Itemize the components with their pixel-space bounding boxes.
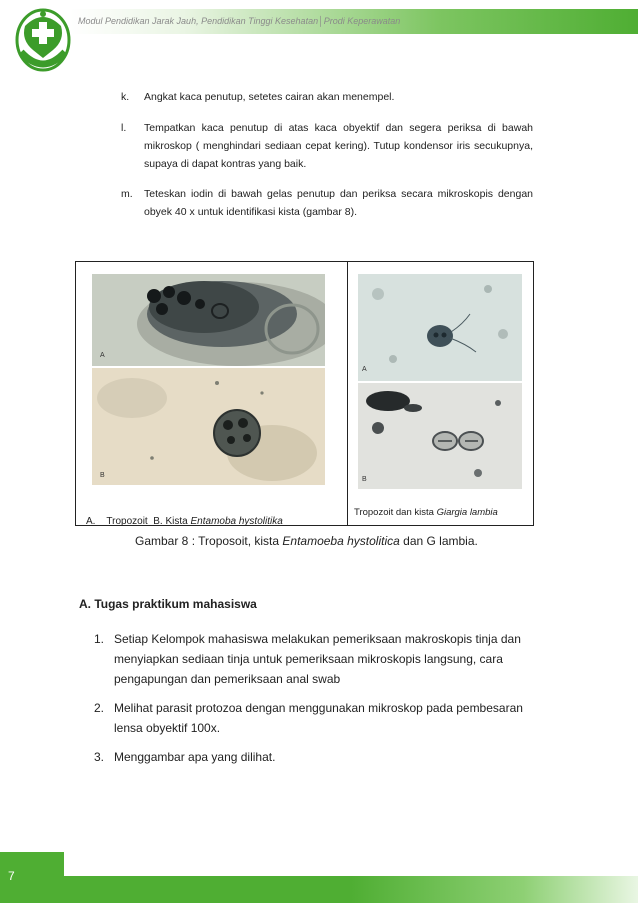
task-number: 3. bbox=[94, 750, 105, 764]
giardia-cyst-photo bbox=[358, 383, 522, 489]
entamoeba-trophozoite-photo bbox=[92, 274, 325, 366]
task-number: 1. bbox=[94, 632, 105, 646]
photo-label: A bbox=[100, 352, 105, 359]
step-letter: m. bbox=[121, 188, 133, 200]
figure-caption-entamoeba: A. Tropozoit B. Kista Entamoba hystolitika bbox=[86, 516, 283, 527]
photo-label: B bbox=[100, 472, 105, 479]
entamoeba-cyst-photo bbox=[92, 368, 325, 485]
photo-label: B bbox=[362, 476, 367, 483]
step-k bbox=[121, 88, 533, 106]
step-text: Angkat kaca penutup, setetes cairan akan menempel. bbox=[144, 91, 395, 103]
task-item bbox=[94, 747, 540, 767]
task-text: Setiap Kelompok mahasiswa melakukan pemeriksaan makroskopis tinja dan menyiapkan sediaan tinja untuk pemeriksaan mikroskopis langsung, cara pengapungan dan pemeriksaan anal swab bbox=[114, 632, 521, 686]
section-title: A. Tugas praktikum mahasiswa bbox=[79, 597, 257, 611]
step-m bbox=[121, 185, 533, 221]
task-item bbox=[94, 698, 540, 738]
bakti-husada-logo bbox=[13, 6, 73, 74]
task-text: Melihat parasit protozoa dengan menggunakan mikroskop pada pembesaran lensa obyektif 100x. bbox=[114, 701, 523, 735]
footer-bar bbox=[64, 876, 638, 903]
figure-caption: Gambar 8 : Troposoit, kista Entamoeba hystolitica dan G lambia. bbox=[135, 534, 478, 548]
figure-caption-giardia: Tropozoit dan kista Giargia lambia bbox=[354, 507, 498, 518]
giardia-trophozoite-photo bbox=[358, 274, 522, 381]
step-l bbox=[121, 119, 533, 173]
figure-divider bbox=[347, 262, 348, 525]
page-number: 7 bbox=[8, 869, 15, 883]
photo-label: A bbox=[362, 366, 367, 373]
header-text: Modul Pendidikan Jarak Jauh, Pendidikan Tinggi Kesehatan│Prodi Keperawatan bbox=[78, 16, 401, 26]
step-text: Tempatkan kaca penutup di atas kaca obyektif dan segera periksa di bawah mikroskop ( menghindari sediaan cepat kering). Tutup kondensor iris secukupnya, supaya di dapat kontras yang baik. bbox=[144, 122, 533, 170]
task-text: Menggambar apa yang dilihat. bbox=[114, 750, 276, 764]
step-letter: l. bbox=[121, 122, 127, 134]
task-number: 2. bbox=[94, 701, 105, 715]
task-item bbox=[94, 629, 540, 689]
step-text: Teteskan iodin di bawah gelas penutup dan periksa secara mikroskopis dengan obyek 40 x untuk identifikasi kista (gambar 8). bbox=[144, 188, 533, 218]
step-letter: k. bbox=[121, 91, 130, 103]
